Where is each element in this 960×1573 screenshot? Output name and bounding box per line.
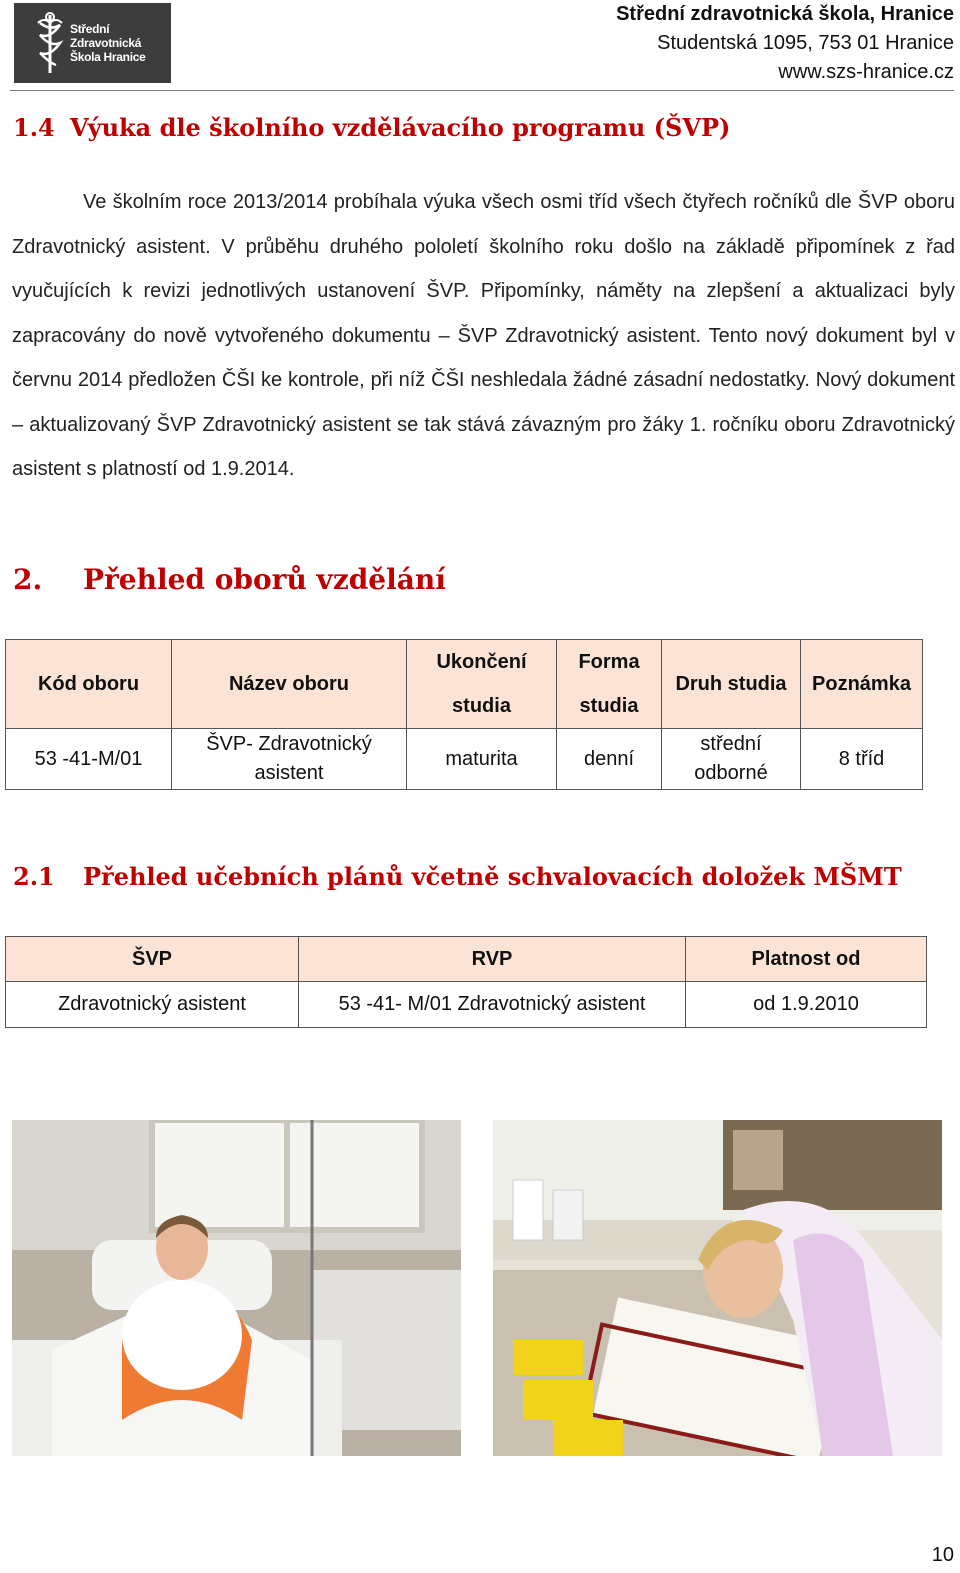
table-cell: denní (557, 729, 662, 790)
header-cell: Ukončení studia (407, 640, 557, 729)
table-cell: ŠVP- Zdravotnický asistent (172, 729, 407, 790)
header-cell: Název oboru (172, 640, 407, 729)
section-title: Výuka dle školního vzdělávacího programu (ŠVP) (70, 113, 731, 142)
logo-line: Zdravotnická (70, 36, 142, 50)
header-divider (10, 90, 954, 91)
fields-of-study-table (5, 639, 923, 790)
table-row (6, 729, 923, 790)
header-cell: Forma studia (557, 640, 662, 729)
section-number: 1.4 (13, 113, 55, 142)
header-cell: RVP (299, 937, 686, 982)
section-number: 2. (13, 563, 43, 596)
curriculum-table (5, 936, 927, 1028)
table-cell: Zdravotnický asistent (6, 982, 299, 1028)
header-cell: Kód oboru (6, 640, 172, 729)
page-number: 10 (931, 1544, 954, 1566)
page-header (616, 0, 954, 87)
table-header-row (6, 640, 923, 729)
section-title: Přehled oborů vzdělání (83, 563, 446, 596)
school-web: www.szs-hranice.cz (778, 61, 954, 83)
school-logo (14, 3, 171, 83)
table-cell: 8 tříd (801, 729, 923, 790)
table-cell: 53 -41- M/01 Zdravotnický asistent (299, 982, 686, 1028)
table-cell: 53 -41-M/01 (6, 729, 172, 790)
section-number: 2.1 (13, 862, 55, 891)
section-title: Přehled učebních plánů včetně schvalovacích doložek MŠMT (83, 862, 902, 891)
school-name: Střední zdravotnická škola, Hranice (616, 3, 954, 25)
caduceus-icon (36, 11, 64, 75)
section-heading-2 (13, 563, 446, 596)
school-address: Studentská 1095, 753 01 Hranice (657, 32, 954, 54)
header-cell: ŠVP (6, 937, 299, 982)
logo-line: Střední (70, 22, 110, 36)
table-row (6, 982, 927, 1028)
table-cell: maturita (407, 729, 557, 790)
section-heading-2-1 (13, 862, 902, 891)
logo-line: Škola Hranice (70, 50, 146, 64)
table-header-row (6, 937, 927, 982)
table-cell: střední odborné (662, 729, 801, 790)
photo-student-nurse-writing (493, 1120, 942, 1456)
logo-text (70, 22, 145, 64)
section-heading-1-4 (13, 113, 730, 142)
header-cell: Druh studia (662, 640, 801, 729)
table-cell: od 1.9.2010 (686, 982, 927, 1028)
body-paragraph: Ve školním roce 2013/2014 probíhala výuka všech osmi tříd všech čtyřech ročníků dle ŠVP oboru Zdravotnický asistent. V průběhu druhého pololetí školního roku došlo na základě připomínek z řad vyučujících k revizi jednotlivých ustanovení ŠVP. Připomínky, náměty na zlepšení a aktualizaci byly zapracovány do nově vytvořeného dokumentu – ŠVP Zdravotnický asistent. Tento nový dokument byl v červnu 2014 předložen ČŠI ke kontrole, při níž ČŠI neshledala žádné zásadní nedostatky. Nový dokument – aktualizovaný ŠVP Zdravotnický asistent se tak stává závazným pro žáky 1. ročníku oboru Zdravotnický asistent s platností od 1.9.2014. (12, 191, 955, 480)
header-cell: Poznámka (801, 640, 923, 729)
photo-student-in-hospital-bed (12, 1120, 461, 1456)
header-cell: Platnost od (686, 937, 927, 982)
